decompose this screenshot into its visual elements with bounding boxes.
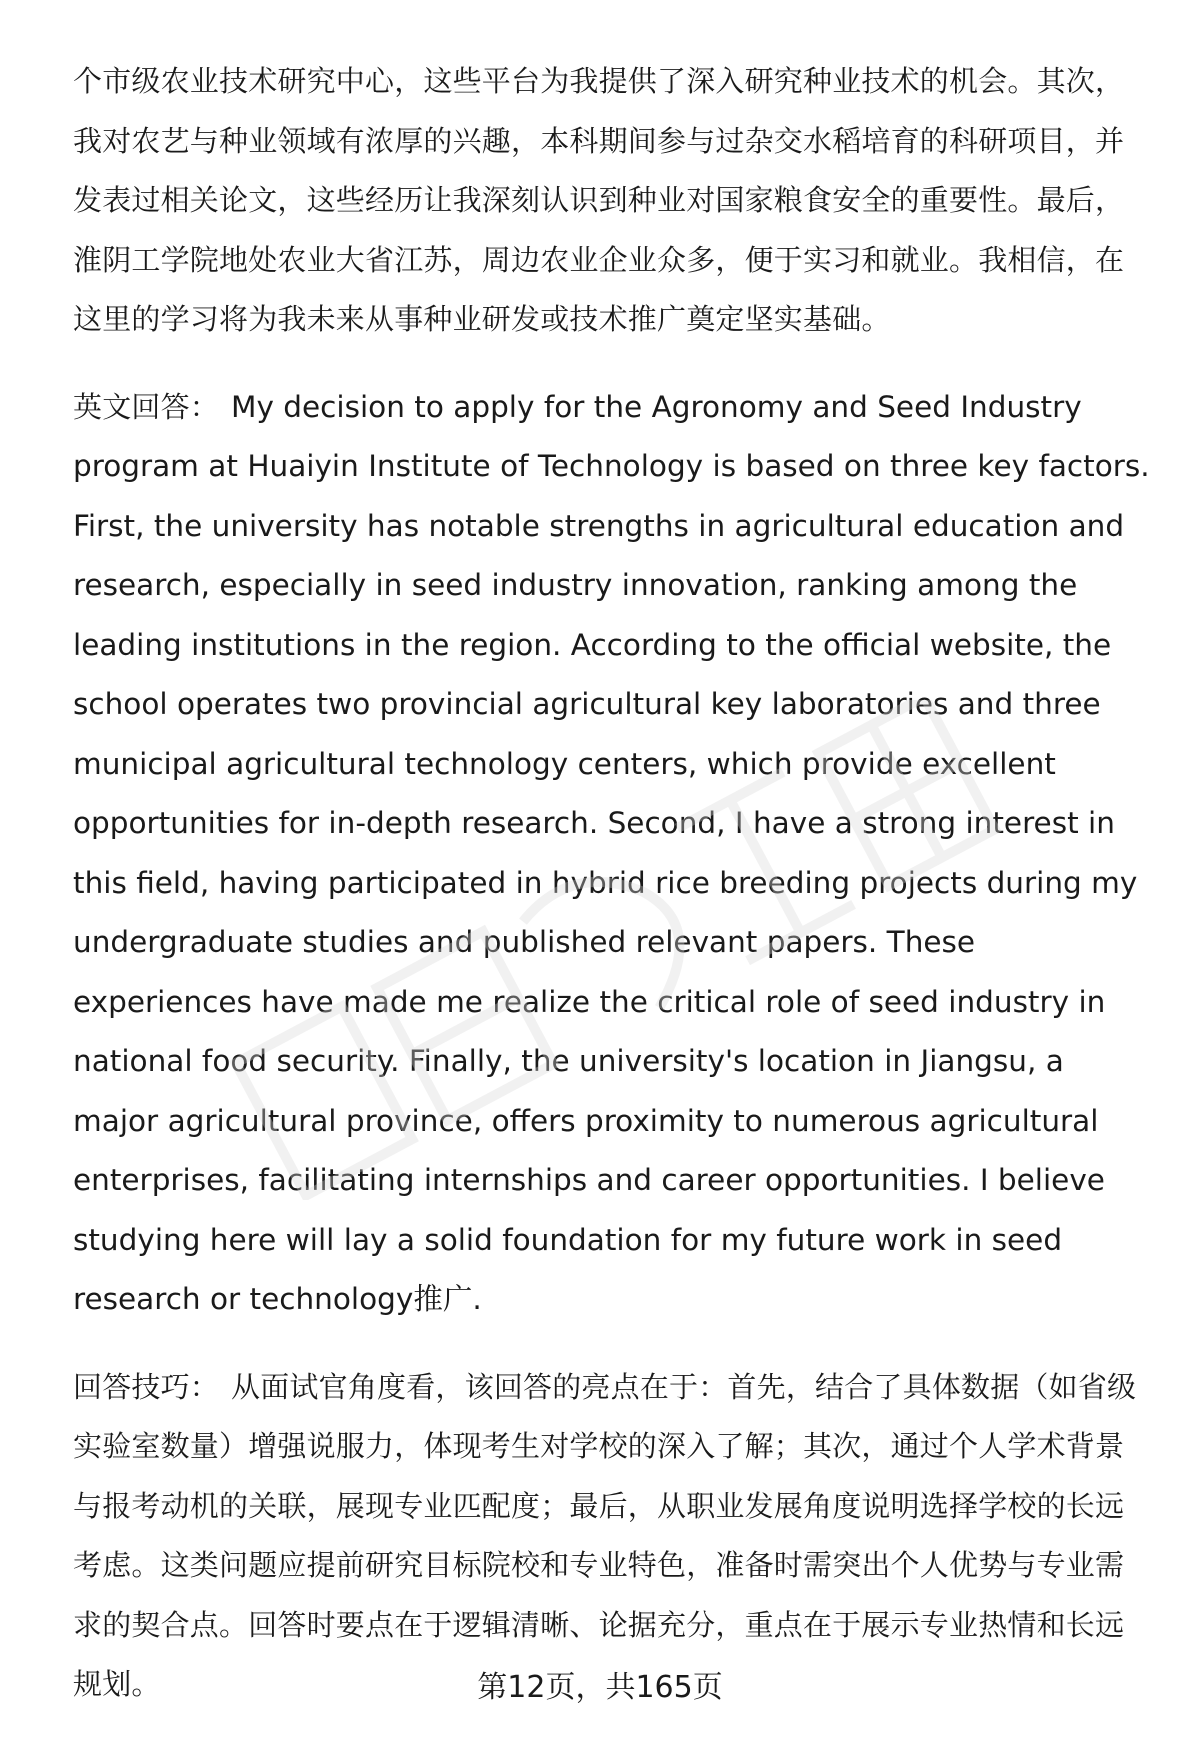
document-body (73, 52, 1153, 1715)
english-answer-label: 英文回答： (73, 389, 220, 424)
answer-tips-label: 回答技巧： (73, 1369, 220, 1404)
answer-tips-paragraph (73, 1358, 1153, 1715)
english-answer-text: My decision to apply for the Agronomy and Seed Industry program at Huaiyin Institute of Technology is based on three key factors. First, the university has notable strengths in agricultural education and research, especially in seed industry innovation, ranking among the leading institutions in the region. According to the official website, the school operates two provincial agricultural key laboratories and three municipal agricultural technology centers, which provide excellent opportunities for in-depth research. Second, I have a strong interest in this field, having participated in hybrid rice breeding projects during my undergraduate studies and published relevant papers. These experiences have made me realize the critical role of seed industry in national food security. Finally, the university's location in Jiangsu, a major agricultural province, offers proximity to numerous agricultural enterprises, facilitating internships and career opportunities. I believe studying here will lay a solid foundation for my future work in seed research or technology推广. (73, 389, 1150, 1316)
page-indicator: 第12页，共165页 (477, 1670, 723, 1705)
english-answer-paragraph (73, 378, 1153, 1330)
paragraph-continuation (73, 52, 1153, 350)
answer-tips-text: 从面试官角度看，该回答的亮点在于：首先，结合了具体数据（如省级实验室数量）增强说服力，体现考生对学校的深入了解；其次，通过个人学术背景与报考动机的关联，展现专业匹配度；最后，从职业发展角度说明选择学校的长远考虑。这类问题应提前研究目标院校和专业特色，准备时需突出个人优势与专业需求的契合点。回答时要点在于逻辑清晰、论据充分，重点在于展示专业热情和长远规划。 (73, 1369, 1137, 1701)
paragraph-text: 个市级农业技术研究中心，这些平台为我提供了深入研究种业技术的机会。其次，我对农艺与种业领域有浓厚的兴趣，本科期间参与过杂交水稻培育的科研项目，并发表过相关论文，这些经历让我深刻认识到种业对国家粮食安全的重要性。最后，淮阴工学院地处农业大省江苏，周边农业企业众多，便于实习和就业。我相信，在这里的学习将为我未来从事种业研发或技术推广奠定坚实基础。 (73, 64, 1125, 336)
